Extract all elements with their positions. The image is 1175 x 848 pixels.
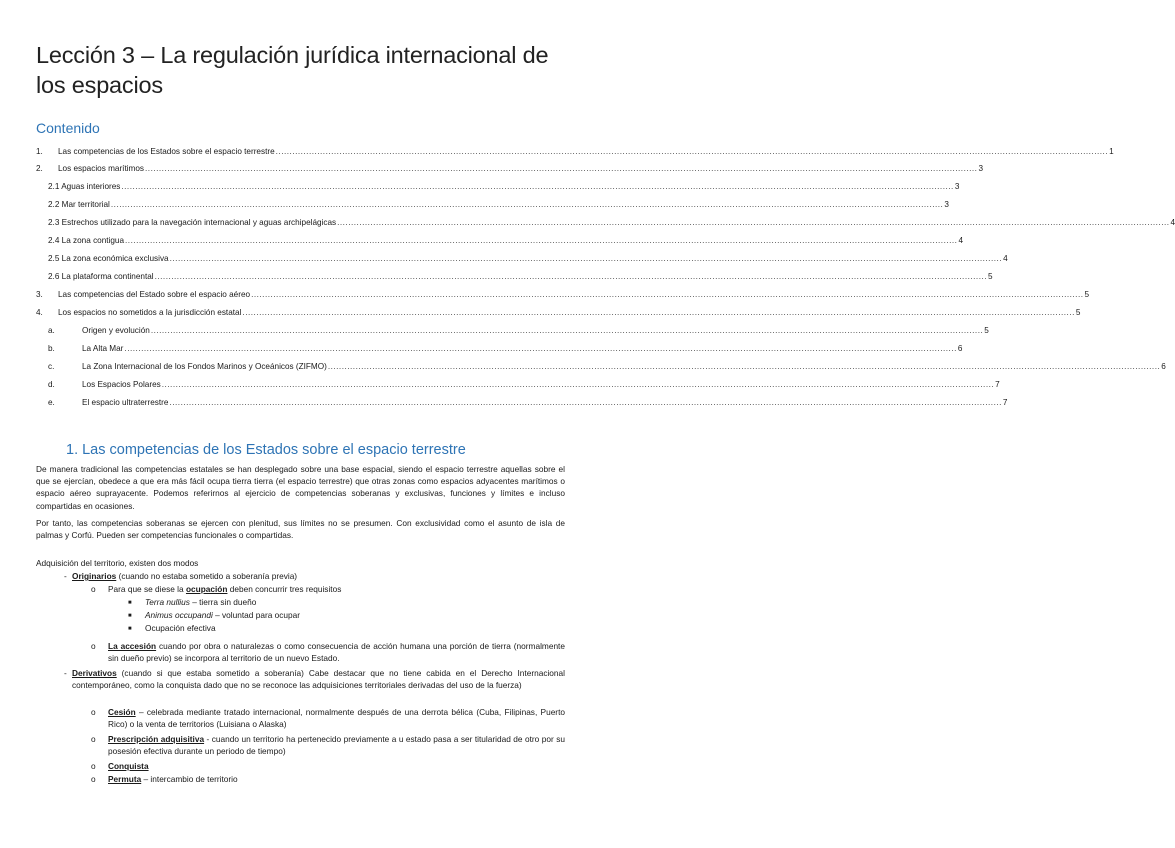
toc-entry-page: 3: [944, 200, 949, 209]
circle-bullet: o: [91, 774, 96, 784]
toc-entry[interactable]: [36, 356, 1166, 371]
toc-entry[interactable]: [48, 194, 949, 209]
toc-entry[interactable]: [36, 392, 1008, 407]
toc-entry[interactable]: [48, 230, 964, 245]
toc-dot-leader: ............................................................................................................................................................................................................................................................................................................: [251, 290, 1084, 299]
toc-dot-leader: ............................................................................................................................................................................................................................................................................................................: [275, 147, 1109, 156]
toc-dot-leader: ............................................................................................................................................................................................................................................................................................................: [337, 218, 1170, 227]
derivativos-item: Derivativos (cuando si que estaba sometido a soberanía) Cabe destacar que no tiene cabida en el Derecho Internacional contemporáneo, como la conquista dado que no se reconoce las adquisiciones territoriales derivadas del uso de la fuerza): [72, 668, 565, 690]
cesion-item: Cesión – celebrada mediante tratado internacional, normalmente después de una derrota bélica (Cuba, Filipinas, Puerto Rico) o la venta de territorios (Luisiana o Alaska): [108, 707, 565, 729]
toc-entry[interactable]: [36, 141, 1114, 156]
circle-bullet: o: [91, 584, 96, 594]
accesion-item: La accesión cuando por obra o naturalezas o como consecuencia de acción humana una porción de tierra (normalmente sin dueño previo) se incorpora al territorio de un nuevo Estado.: [108, 641, 565, 663]
toc-entry-page: 3: [954, 182, 960, 191]
prescripcion-item: Prescripción adquisitiva - cuando un territorio ha pertenecido previamente a u estado pasa a ser titularidad de otro por su posesión efectiva durante un periodo de tiempo): [108, 734, 565, 756]
toc-entry-number: a.: [48, 326, 55, 335]
toc-entry-number: 3.: [36, 290, 43, 299]
toc-entry[interactable]: [36, 374, 1000, 389]
circle-bullet: o: [91, 734, 96, 744]
toc-entry-label: El espacio ultraterrestre: [82, 398, 169, 407]
requirement-3: Ocupación efectiva: [145, 623, 216, 633]
section-1-paragraph-1: De manera tradicional las competencias estatales se han desplegado sobre una base espacial, siendo el espacio terrestre aquellas sobre el que se ejercían, obedece a que era más fácil ocupa tierra tierra (el espacio terrestre) que otras zonas como espacios adyacentes marítimos o espacio aéreo suprayacente. Podemos referirnos al ejercicio de competencias soberanas y exclusivas, funciones y límites e incluso compartidas en ocasiones.: [36, 464, 565, 511]
toc-entry-label: Origen y evolución: [82, 326, 150, 335]
toc-dot-leader: ............................................................................................................................................................................................................................................................................................................: [145, 164, 978, 173]
toc-entry-label: Las competencias del Estado sobre el espacio aéreo: [58, 290, 251, 299]
toc-entry-number: 1.: [36, 147, 43, 156]
toc-entry-page: 7: [1002, 398, 1008, 407]
toc-entry[interactable]: [48, 266, 993, 281]
toc-entry-label: La Zona Internacional de los Fondos Marinos y Oceánicos (ZIFMO): [82, 362, 327, 371]
toc-entry[interactable]: [36, 320, 989, 335]
toc-entry-page: 4: [958, 236, 964, 245]
toc-entry-page: 5: [1084, 290, 1090, 299]
page-title: Lección 3 – La regulación jurídica internacional de los espacios: [36, 42, 549, 98]
requirement-1: Terra nullius – tierra sin dueño: [145, 597, 257, 607]
toc-dot-leader: ............................................................................................................................................................................................................................................................................................................: [150, 326, 984, 335]
toc-entry-label: La Alta Mar: [82, 344, 124, 353]
toc-entry[interactable]: [36, 158, 984, 173]
toc-entry-number: e.: [48, 398, 55, 407]
toc-dot-leader: ............................................................................................................................................................................................................................................................................................................: [242, 308, 1075, 317]
toc-entry-number: 2.: [36, 164, 43, 173]
toc-dot-leader: ............................................................................................................................................................................................................................................................................................................: [121, 182, 954, 191]
toc-entry-label: Los Espacios Polares: [82, 380, 161, 389]
conquista-item: Conquista: [108, 761, 149, 771]
toc-entry[interactable]: [48, 176, 960, 191]
toc-entry-page: 6: [1161, 362, 1166, 371]
toc-entry-page: 6: [957, 344, 963, 353]
toc-entry-label: 2.2 Mar territorial: [48, 200, 110, 209]
toc-entry-page: 1: [1109, 147, 1114, 156]
toc-dot-leader: ............................................................................................................................................................................................................................................................................................................: [327, 362, 1161, 371]
toc-entry-label: Los espacios no sometidos a la jurisdicción estatal: [58, 308, 242, 317]
toc-dot-leader: ............................................................................................................................................................................................................................................................................................................: [169, 398, 1002, 407]
square-bullet: ■: [128, 626, 132, 632]
toc-entry[interactable]: [36, 338, 963, 353]
toc-entry-page: 3: [978, 164, 984, 173]
toc-entry-page: 5: [984, 326, 989, 335]
section-1-heading: 1. Las competencias de los Estados sobre el espacio terrestre: [66, 442, 466, 458]
permuta-item: Permuta – intercambio de territorio: [108, 774, 238, 784]
toc-entry-label: Los espacios marítimos: [58, 164, 145, 173]
circle-bullet: o: [91, 641, 96, 651]
toc-entry-page: 4: [1003, 254, 1008, 263]
toc-entry-page: 7: [995, 380, 1000, 389]
toc-dot-leader: ............................................................................................................................................................................................................................................................................................................: [125, 236, 958, 245]
toc-entry-label: Las competencias de los Estados sobre el espacio terrestre: [58, 147, 275, 156]
toc-dot-leader: ............................................................................................................................................................................................................................................................................................................: [124, 344, 957, 353]
dash-bullet: -: [64, 668, 67, 678]
toc-entry-number: d.: [48, 380, 55, 389]
toc-dot-leader: ............................................................................................................................................................................................................................................................................................................: [154, 272, 988, 281]
toc-entry-page: 4: [1170, 218, 1175, 227]
ocupacion-item: Para que se diese la ocupación deben concurrir tres requisitos: [108, 584, 342, 594]
section-1-paragraph-2: Por tanto, las competencias soberanas se ejercen con plenitud, sus límites no se presumen. Con exclusividad como el asunto de isla de palmas y Corfú. Pueden ser competencias funcionales o compartidas.: [36, 518, 565, 541]
toc-entry-number: c.: [48, 362, 55, 371]
circle-bullet: o: [91, 707, 96, 717]
toc-entry-label: 2.5 La zona económica exclusiva: [48, 254, 169, 263]
toc-entry[interactable]: [48, 212, 1175, 227]
toc-entry-page: 5: [988, 272, 993, 281]
toc-entry[interactable]: [48, 248, 1008, 263]
toc-entry-number: b.: [48, 344, 55, 353]
toc-dot-leader: ............................................................................................................................................................................................................................................................................................................: [169, 254, 1003, 263]
toc-entry-label: 2.1 Aguas interiores: [48, 182, 121, 191]
toc-dot-leader: ............................................................................................................................................................................................................................................................................................................: [161, 380, 995, 389]
requirement-2: Animus occupandi – voluntad para ocupar: [145, 610, 300, 620]
toc-entry-label: 2.6 La plataforma continental: [48, 272, 154, 281]
toc-entry-label: 2.3 Estrechos utilizado para la navegación internacional y aguas archipelágicas: [48, 218, 337, 227]
toc-entry[interactable]: [36, 284, 1090, 299]
originarios-item: Originarios (cuando no estaba sometido a soberanía previa): [72, 571, 298, 581]
dash-bullet: -: [64, 571, 67, 581]
square-bullet: ■: [128, 613, 132, 619]
square-bullet: ■: [128, 600, 132, 606]
toc-entry-page: 5: [1075, 308, 1081, 317]
toc-entry-label: 2.4 La zona contigua: [48, 236, 125, 245]
toc-entry[interactable]: [36, 302, 1081, 317]
toc-heading: Contenido: [36, 120, 100, 136]
circle-bullet: o: [91, 761, 96, 771]
toc-entry-number: 4.: [36, 308, 43, 317]
toc-dot-leader: ............................................................................................................................................................................................................................................................................................................: [110, 200, 944, 209]
acquisition-intro: Adquisición del territorio, existen dos modos: [36, 558, 199, 568]
